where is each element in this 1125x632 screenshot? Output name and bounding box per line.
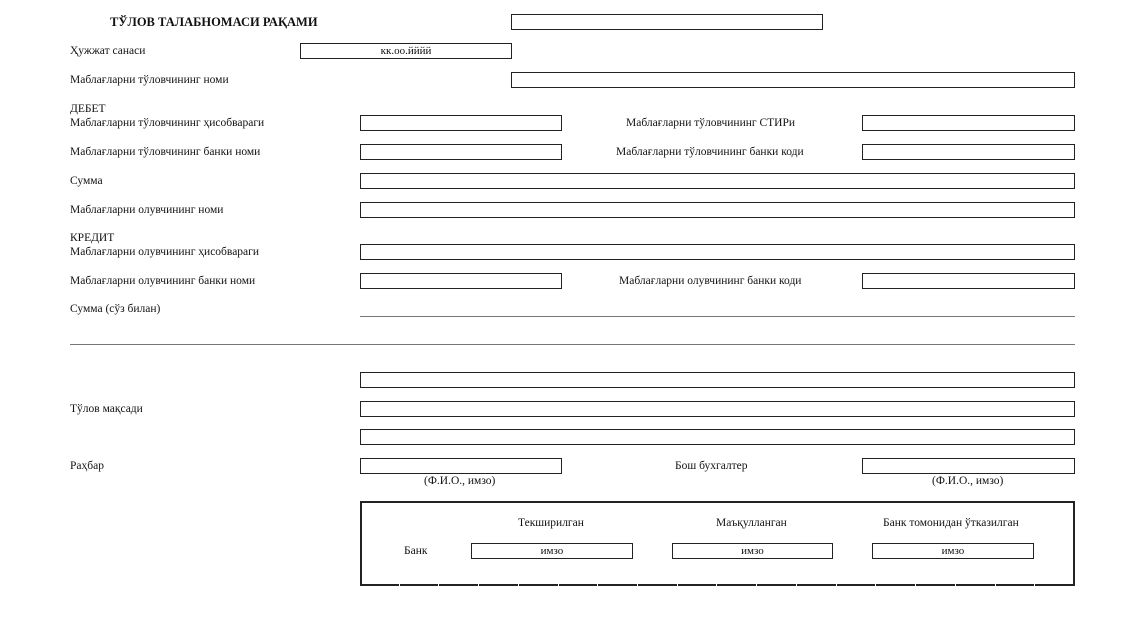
- bank-label: Банк: [404, 545, 428, 557]
- chief-accountant-signature-input[interactable]: [862, 458, 1075, 474]
- recipient-name-input[interactable]: [360, 202, 1075, 218]
- payer-bank-code-input[interactable]: [862, 144, 1075, 160]
- recipient-account-input[interactable]: [360, 244, 1075, 260]
- debit-heading: ДЕБЕТ: [70, 103, 106, 115]
- recipient-bank-name-label: Маблағларни олувчининг банки номи: [70, 275, 256, 287]
- form-title: ТЎЛОВ ТАЛАБНОМАСИ РАҚАМИ: [110, 15, 318, 29]
- date-input[interactable]: [300, 43, 512, 59]
- recipient-bank-name-input[interactable]: [360, 273, 562, 289]
- amount-input[interactable]: [360, 173, 1075, 189]
- head-signature-input[interactable]: [360, 458, 562, 474]
- payer-account-label: Маблағларни тўловчининг ҳисобвараги: [70, 117, 265, 129]
- recipient-bank-code-label: Маблағларни олувчининг банки коди: [619, 275, 802, 287]
- payer-account-input[interactable]: [360, 115, 562, 131]
- recipient-account-label: Маблағларни олувчининг ҳисобвараги: [70, 246, 260, 258]
- payer-bank-name-label: Маблағларни тўловчининг банки номи: [70, 146, 261, 158]
- amount-label: Сумма: [70, 175, 103, 187]
- transferred-by-bank-heading: Банк томонидан ўтказилган: [883, 517, 1019, 529]
- approved-heading: Маъқулланган: [716, 517, 787, 529]
- payer-bank-name-input[interactable]: [360, 144, 562, 160]
- payer-name-input[interactable]: [511, 72, 1075, 88]
- amount-words-line-2[interactable]: [70, 344, 1075, 345]
- date-label: Ҳужжат санаси: [70, 45, 146, 57]
- bank-section-footer: [360, 584, 1075, 586]
- amount-words-label: Сумма (сўз билан): [70, 303, 161, 315]
- chief-accountant-caption: (Ф.И.О., имзо): [932, 475, 1004, 487]
- checked-heading: Текширилган: [518, 517, 584, 529]
- approved-signature-input[interactable]: [672, 543, 833, 559]
- purpose-input-2[interactable]: [360, 401, 1075, 417]
- head-label: Раҳбар: [70, 460, 104, 472]
- amount-words-line-1[interactable]: [360, 316, 1075, 317]
- chief-accountant-label: Бош бухгалтер: [675, 460, 748, 472]
- head-caption: (Ф.И.О., имзо): [424, 475, 496, 487]
- transferred-signature-input[interactable]: [872, 543, 1034, 559]
- payer-name-label: Маблағларни тўловчининг номи: [70, 74, 229, 86]
- document-number-input[interactable]: [511, 14, 823, 30]
- payer-tin-input[interactable]: [862, 115, 1075, 131]
- purpose-label: Тўлов мақсади: [70, 403, 143, 415]
- credit-heading: КРЕДИТ: [70, 232, 115, 244]
- payer-bank-code-label: Маблағларни тўловчининг банки коди: [616, 146, 804, 158]
- purpose-input-1[interactable]: [360, 372, 1075, 388]
- recipient-bank-code-input[interactable]: [862, 273, 1075, 289]
- recipient-name-label: Маблағларни олувчининг номи: [70, 204, 224, 216]
- checked-signature-input[interactable]: [471, 543, 633, 559]
- purpose-input-3[interactable]: [360, 429, 1075, 445]
- payer-tin-label: Маблағларни тўловчининг СТИРи: [626, 117, 796, 129]
